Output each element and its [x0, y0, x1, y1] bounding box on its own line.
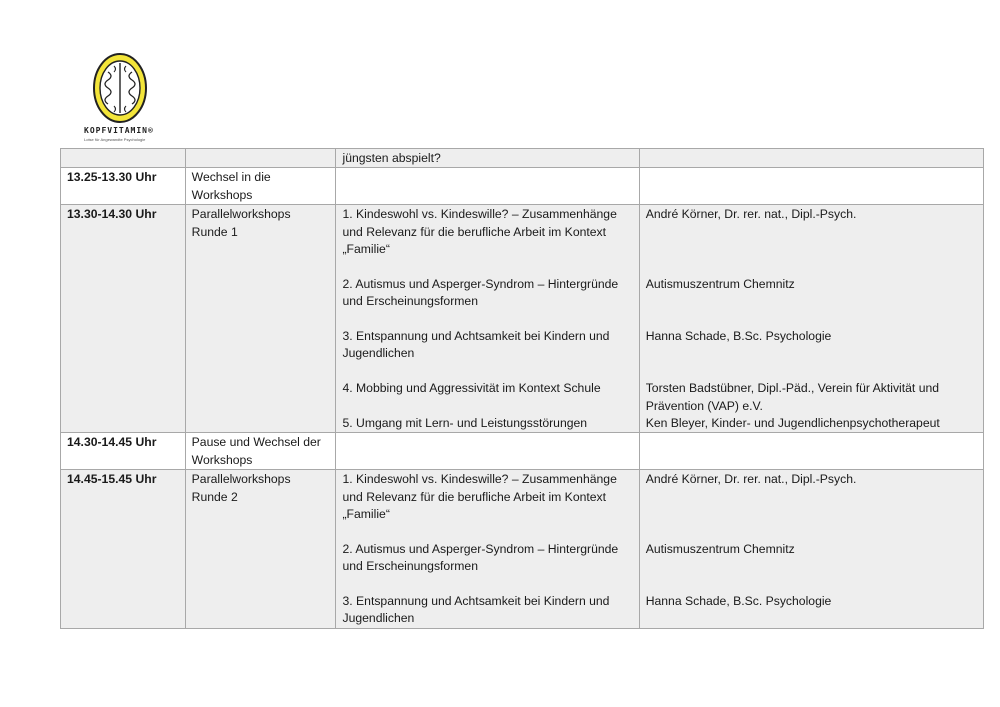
activity-cell: Wechsel in die Workshops	[185, 168, 336, 205]
time-cell	[61, 149, 186, 168]
workshop-speaker: Torsten Badstübner, Dipl.-Päd., Verein für Aktivität und Prävention (VAP) e.V.	[645, 381, 940, 413]
workshop-topic: 1. Kindeswohl vs. Kindeswille? – Zusammenhänge und Relevanz für die berufliche Arbeit im Kontext „Familie“	[342, 472, 617, 522]
activity-cell	[185, 205, 336, 433]
workshop-speaker: Hanna Schade, B.Sc. Psychologie	[645, 594, 832, 609]
speaker-cell	[639, 205, 983, 433]
workshop-speaker: André Körner, Dr. rer. nat., Dipl.-Psych.	[645, 472, 857, 487]
activity-line: Parallelworkshops	[191, 472, 291, 487]
workshop-topic: 2. Autismus und Asperger-Syndrom – Hintergründe und Erscheinungsformen	[342, 541, 619, 574]
speaker-cell	[639, 149, 983, 168]
activity-cell	[185, 470, 336, 629]
topic-cell	[336, 433, 639, 470]
table-row	[61, 470, 984, 629]
logo-tagline: Lotse für Angewandte Psychologie	[84, 137, 146, 142]
topic-cell: jüngsten abspielt?	[336, 149, 639, 168]
lemon-brain-icon	[84, 50, 166, 130]
table-row	[61, 205, 984, 433]
time-cell: 13.25-13.30 Uhr	[61, 168, 186, 205]
activity-cell	[185, 149, 336, 168]
speaker-cell	[639, 168, 983, 205]
workshop-topic: 3. Entspannung und Achtsamkeit bei Kindern und Jugendlichen	[342, 594, 610, 626]
activity-line: Runde 1	[191, 224, 238, 239]
topic-cell	[336, 168, 639, 205]
workshop-speaker: Autismuszentrum Chemnitz	[645, 276, 795, 291]
logo-wordmark: KOPFVITAMIN®	[84, 126, 154, 135]
workshop-speaker: Ken Bleyer, Kinder- und Jugendlichenpsychotherapeut	[645, 415, 940, 430]
workshop-topic: 2. Autismus und Asperger-Syndrom – Hintergründe und Erscheinungsformen	[342, 276, 619, 309]
topic-cell	[336, 470, 639, 629]
table-row	[61, 433, 984, 470]
workshop-topic: 4. Mobbing und Aggressivität im Kontext Schule	[342, 381, 601, 396]
workshop-speaker: Autismuszentrum Chemnitz	[645, 541, 795, 556]
activity-line: Parallelworkshops	[191, 207, 291, 222]
schedule-table	[60, 148, 984, 629]
activity-line: Runde 2	[191, 489, 238, 504]
workshop-topic: 1. Kindeswohl vs. Kindeswille? – Zusammenhänge und Relevanz für die berufliche Arbeit im Kontext „Familie“	[342, 207, 617, 257]
speaker-cell	[639, 470, 983, 629]
time-cell: 14.45-15.45 Uhr	[61, 470, 186, 629]
workshop-topic: 3. Entspannung und Achtsamkeit bei Kindern und Jugendlichen	[342, 329, 610, 361]
time-cell: 13.30-14.30 Uhr	[61, 205, 186, 433]
table-row	[61, 149, 984, 168]
workshop-speaker: André Körner, Dr. rer. nat., Dipl.-Psych.	[645, 207, 857, 222]
speaker-cell	[639, 433, 983, 470]
table-row	[61, 168, 984, 205]
time-cell: 14.30-14.45 Uhr	[61, 433, 186, 470]
topic-cell	[336, 205, 639, 433]
workshop-speaker: Hanna Schade, B.Sc. Psychologie	[645, 328, 832, 343]
activity-cell: Pause und Wechsel der Workshops	[185, 433, 336, 470]
workshop-topic: 5. Umgang mit Lern- und Leistungsstörungen	[342, 416, 588, 431]
